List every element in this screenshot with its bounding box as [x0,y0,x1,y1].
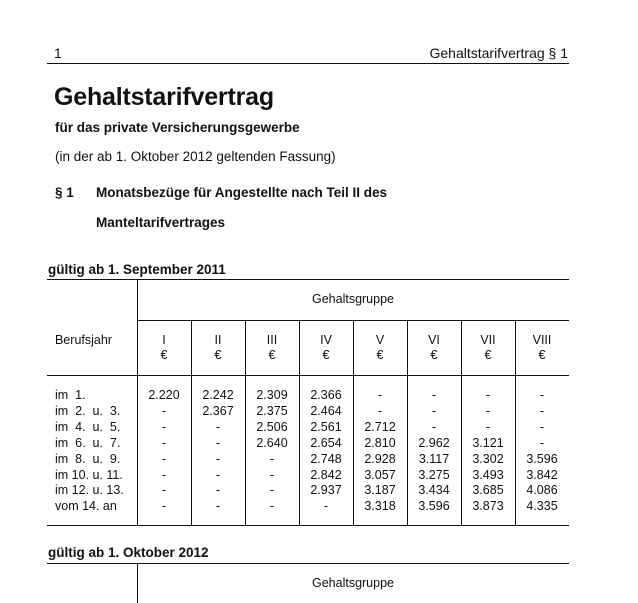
table-cell: - [161,435,167,450]
table-cell: 2.309 [256,388,288,402]
table-cell: - [161,419,167,434]
table-cell: - [539,388,545,402]
table-cell: 3.873 [472,499,504,514]
table-cell: - [215,435,221,450]
row-label: im 2. u. 3. [55,403,121,418]
column-header-group: VIII [532,333,552,347]
column-header-group: IV [320,333,332,347]
table-cell: - [485,388,491,402]
table-cell: 2.561 [310,419,342,434]
table-cell: - [269,467,275,482]
table-cell: 2.748 [310,451,342,466]
table-cell: - [215,499,221,514]
table-cell: - [161,403,167,418]
column-header-group: III [266,333,278,347]
table-cell: 3.596 [418,499,450,514]
column-header-unit: € [268,348,276,362]
group-header: Gehaltsgruppe [311,576,394,590]
table-cell: 2.220 [148,388,180,402]
table-cell: - [215,451,221,466]
column-header-group: VI [428,333,440,347]
row-label: im 8. u. 9. [55,451,121,466]
table-cell: - [431,403,437,418]
table-cell: - [161,483,167,498]
table-cell: 3.842 [526,467,558,482]
table-cell: 3.596 [526,451,558,466]
table-cell: 2.242 [202,388,234,402]
table-cell: - [485,403,491,418]
document-subtitle: für das private Versicherungsgewerbe [55,120,300,135]
table-cell: - [161,467,167,482]
table-cell: 2.366 [310,388,342,402]
table-top-rule [47,563,569,564]
row-label: im 12. u. 13. [55,483,124,498]
table-cell: 3.187 [364,483,396,498]
table1-heading: gültig ab 1. September 2011 [48,262,226,277]
table-cell: 2.640 [256,435,288,450]
table-cell: 2.712 [364,419,396,434]
row-header-label: Berufsjahr [55,333,112,347]
page-number: 1 [54,45,62,61]
table-cell: 2.937 [310,483,342,498]
column-header-group: II [214,333,222,347]
row-label: im 6. u. 7. [55,435,121,450]
table-cell: 2.810 [364,435,396,450]
table-cell: - [539,435,545,450]
section-title-line2: Manteltarifvertrages [96,215,226,230]
table-cell: 2.962 [418,435,450,450]
column-header-unit: € [484,348,492,362]
row-label: im 1. [55,388,86,402]
column-header-unit: € [322,348,330,362]
table-cell: - [539,419,545,434]
group-header: Gehaltsgruppe [311,292,394,306]
table-cell: 3.685 [472,483,504,498]
column-header-group: V [375,333,385,347]
table-cell: 3.057 [364,467,396,482]
row-label: vom 14. an [55,499,117,514]
running-title: Gehaltstarifvertrag § 1 [429,45,568,61]
table-cell: - [269,499,275,514]
column-header-unit: € [160,348,168,362]
table-cell: - [161,499,167,514]
table-cell: - [269,483,275,498]
column-header-unit: € [214,348,222,362]
table-cell: 3.434 [418,483,450,498]
section-title-line1: Monatsbezüge für Angestellte nach Teil II des [96,185,388,200]
row-label: im 4. u. 5. [55,419,121,434]
table-cell: 3.302 [472,451,504,466]
table-cell: 3.493 [472,467,504,482]
header-bottom-rule [47,375,569,376]
table-cell: - [431,419,437,434]
table-cell: 3.275 [418,467,450,482]
table-cell: - [161,451,167,466]
column-header-group: I [162,333,166,347]
section-number: § 1 [55,185,74,200]
table-cell: - [323,499,329,514]
table-cell: 2.928 [364,451,396,466]
row-label: im 10. u. 11. [55,467,123,482]
table-cell: 2.842 [310,467,342,482]
table-cell: - [377,403,383,418]
column-header-unit: € [376,348,384,362]
table-cell: 2.367 [202,403,234,418]
table-cell: 3.121 [472,435,504,450]
table-cell: - [215,483,221,498]
column-header-unit: € [538,348,546,362]
table-cell: 3.318 [364,499,396,514]
table-cell: 2.506 [256,419,288,434]
table2-heading: gültig ab 1. Oktober 2012 [48,545,209,560]
table-cell: - [485,419,491,434]
version-note: (in der ab 1. Oktober 2012 geltenden Fassung) [55,149,336,164]
table-cell: - [431,388,437,402]
table-cell: - [215,419,221,434]
table-cell: 2.654 [310,435,342,450]
header-rule [47,63,569,64]
table-cell: 2.464 [310,403,342,418]
table-cell: 2.375 [256,403,288,418]
table-cell: - [377,388,383,402]
table-bottom-rule [47,525,569,526]
table-cell: - [539,403,545,418]
table-cell: - [269,451,275,466]
table-cell: 3.117 [418,451,450,466]
table-cell: 4.335 [526,499,558,514]
table-cell: 4.086 [526,483,558,498]
column-header-unit: € [430,348,438,362]
table-cell: - [215,467,221,482]
table-top-rule [47,279,569,280]
column-header-group: VII [480,333,496,347]
document-title: Gehaltstarifvertrag [54,83,274,111]
